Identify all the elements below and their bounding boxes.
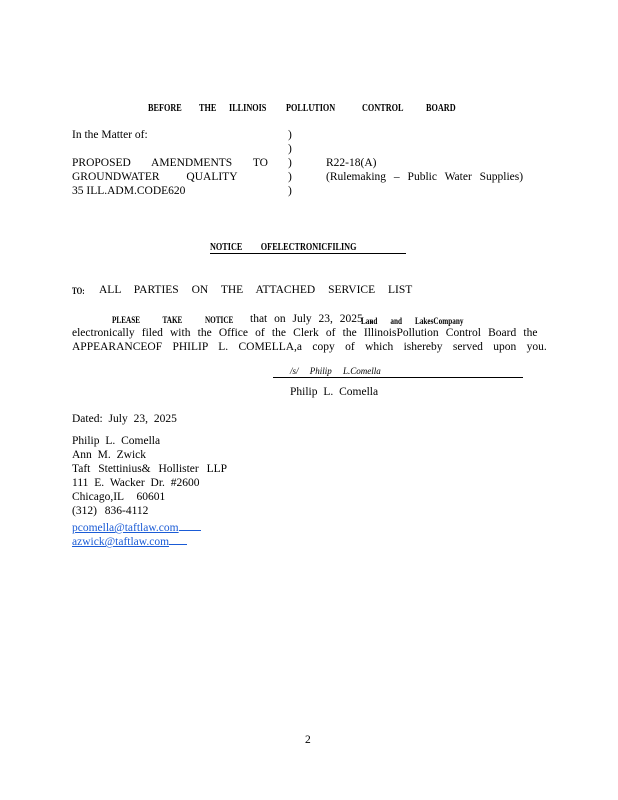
caption-paren-4: ) xyxy=(288,171,292,183)
to-recipients: ALL PARTIES ON THE ATTACHED SERVICE LIST xyxy=(99,284,413,296)
address-line-5: Chicago,IL 60601 xyxy=(72,491,166,503)
notice-title: NOTICE OFELECTRONICFILING xyxy=(210,242,357,253)
caption-line-3: 35 ILL.ADM.CODE620 xyxy=(72,185,186,197)
caption-paren-1: ) xyxy=(288,129,292,141)
email-underline-pad-1 xyxy=(179,519,201,531)
body-line-2: electronically filed with the Office of the Clerk of the IllinoisPollution Control Board the xyxy=(72,327,538,339)
email-link-2[interactable] xyxy=(72,533,187,548)
rulemaking-label: (Rulemaking – Public Water Supplies) xyxy=(326,171,524,183)
in-the-matter-label: In the Matter of: xyxy=(72,129,148,141)
email-link-1[interactable] xyxy=(72,519,201,534)
email-underline-pad-2 xyxy=(169,533,187,545)
signature-line xyxy=(273,377,523,378)
dated-line: Dated: July 23, 2025 xyxy=(72,413,177,425)
heading-word-board: BOARD xyxy=(426,103,456,114)
address-line-6: (312) 836-4112 xyxy=(72,505,149,517)
address-line-2: Ann M. Zwick xyxy=(72,449,147,461)
heading-word-before: BEFORE xyxy=(148,103,182,114)
docket-number: R22-18(A) xyxy=(326,157,377,169)
heading-word-pollution: POLLUTION xyxy=(286,103,336,114)
body-date-text: that on July 23, 2025 , xyxy=(250,313,373,325)
email-pcomella-link[interactable]: pcomella@taftlaw.com xyxy=(72,522,179,534)
page-number: 2 xyxy=(305,734,311,746)
electronic-signature: /s/ Philip L.Comella xyxy=(290,366,381,376)
email-azwick-link[interactable]: azwick@taftlaw.com xyxy=(72,536,170,548)
address-line-3: Taft Stettinius& Hollister LLP xyxy=(72,463,228,475)
notice-title-underline xyxy=(210,253,406,254)
body-line-3: APPEARANCEOF PHILIP L. COMELLA,a copy of which ishereby served upon you. xyxy=(72,341,547,353)
heading-word-the: THE xyxy=(199,103,217,114)
address-line-1: Philip L. Comella xyxy=(72,435,161,447)
caption-paren-5: ) xyxy=(288,185,292,197)
heading-word-control: CONTROL xyxy=(362,103,404,114)
signatory-name: Philip L. Comella xyxy=(290,386,379,398)
caption-paren-2: ) xyxy=(288,143,292,155)
caption-paren-3: ) xyxy=(288,157,292,169)
heading-word-illinois: ILLINOIS xyxy=(229,103,267,114)
to-label: TO: xyxy=(72,286,85,296)
caption-line-1: PROPOSED AMENDMENTS TO xyxy=(72,157,268,169)
address-line-4: 111 E. Wacker Dr. #2600 xyxy=(72,477,200,489)
caption-line-2: GROUNDWATER QUALITY xyxy=(72,171,238,183)
body-please-take-notice: PLEASE TAKE NOTICE xyxy=(112,315,234,325)
body-company: Land and LakesCompany xyxy=(361,316,464,326)
